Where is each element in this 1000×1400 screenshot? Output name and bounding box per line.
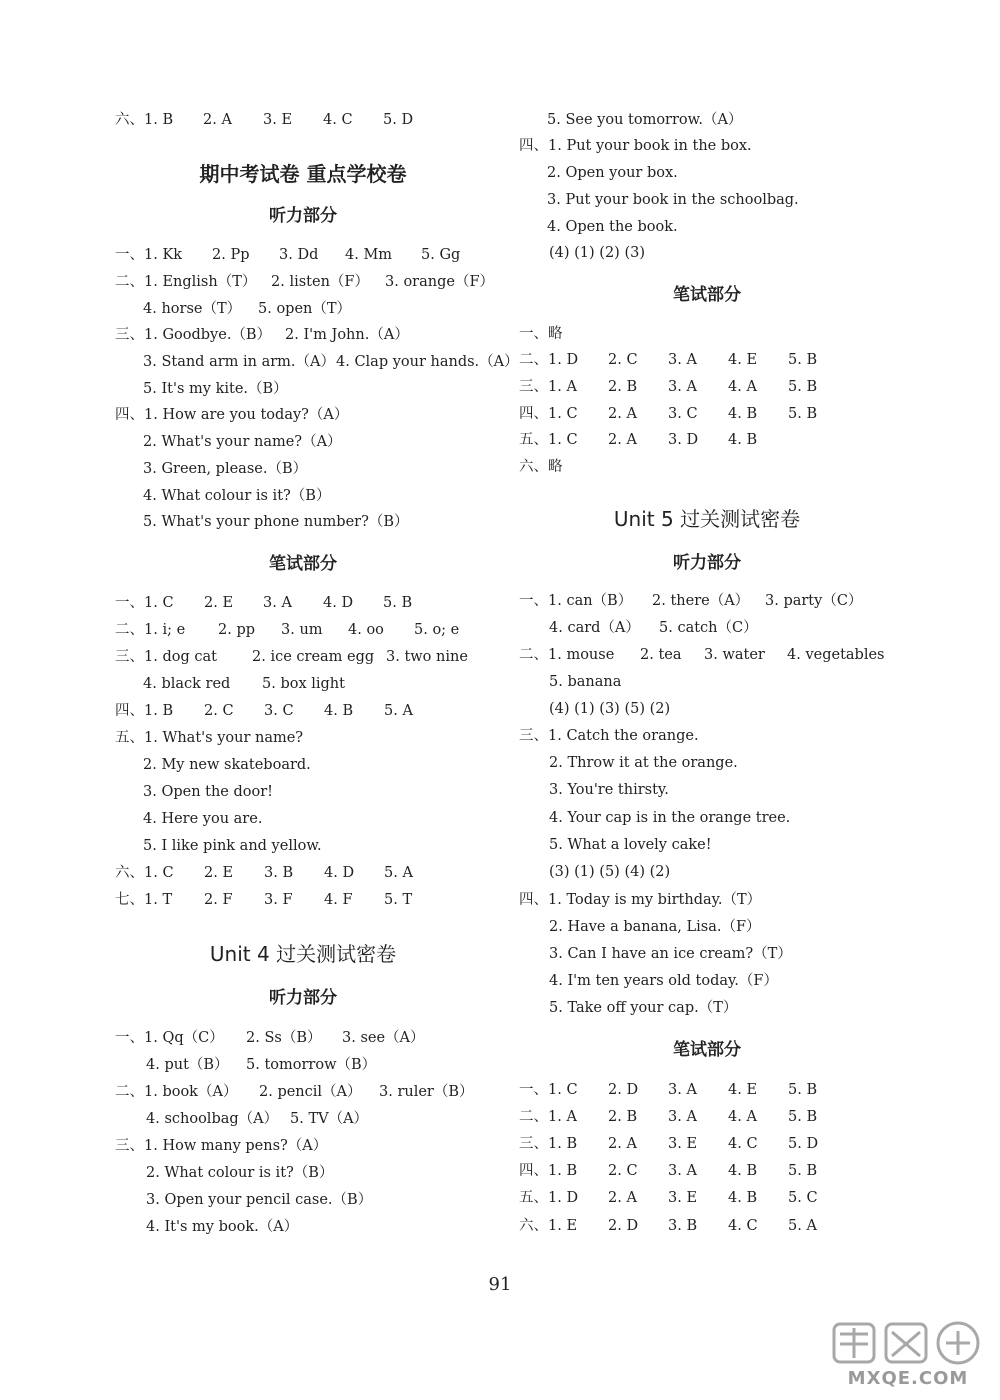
answer-item: 2. listen（F） [271, 274, 369, 290]
answer-item: 3. D [668, 432, 699, 448]
answer-item: 2. What colour is it?（B） [146, 1165, 334, 1181]
answer-item: (3) (1) (5) (4) (2) [549, 864, 671, 880]
answer-item: 2. tea [640, 647, 682, 663]
answer-item: 2. I'm John.（A） [285, 327, 409, 343]
answer-item: 4. E [728, 352, 758, 368]
answer-item: 5. See you tomorrow.（A） [547, 112, 743, 128]
answer-item: 2. pencil（A） [259, 1084, 362, 1100]
answer-item: 4. Clap your hands.（A） [336, 354, 519, 370]
answer-item: 5. T [384, 892, 413, 908]
answer-item: 3. C [668, 406, 698, 422]
answer-item: 2. C [608, 352, 638, 368]
answer-item: 五、1. D [519, 1190, 579, 1206]
answer-item: 4. Here you are. [143, 811, 263, 827]
answer-item: 5. D [788, 1136, 819, 1152]
answer-item: 3. F [264, 892, 293, 908]
page-number: 91 [488, 1274, 512, 1295]
answer-item: 3. Put your book in the schoolbag. [547, 192, 799, 208]
paper-title: Unit 4 过关测试密卷 [209, 942, 397, 966]
answer-item: 4. schoolbag（A） [146, 1111, 279, 1127]
answer-item: 2. A [608, 1136, 637, 1152]
answer-item: 4. A [728, 1109, 757, 1125]
answer-item: 3. A [668, 379, 697, 395]
answer-item: 4. B [728, 406, 758, 422]
watermark-site: MXQE.COM [847, 1368, 969, 1389]
answer-item: 3. A [668, 1109, 697, 1125]
answer-item: 5. open（T） [258, 301, 352, 317]
section-heading: 听力部分 [269, 206, 337, 226]
answer-item: 四、1. B [115, 703, 174, 719]
answer-item: 3. A [668, 1163, 697, 1179]
answer-item: 4. B [728, 1190, 758, 1206]
answer-item: 4. I'm ten years old today.（F） [549, 973, 778, 989]
answer-item: 5. banana [549, 674, 622, 690]
answer-item: 4. black red [143, 676, 231, 692]
answer-item: 5. B [788, 1109, 818, 1125]
answer-item: 4. What colour is it?（B） [143, 488, 331, 504]
section-heading: 听力部分 [673, 553, 741, 573]
answer-item: 5. A [384, 865, 413, 881]
answer-item: 5. box light [262, 676, 345, 692]
answer-item: 一、1. C [115, 595, 174, 611]
answer-item: 一、1. can（B） [519, 593, 633, 609]
section-heading: 笔试部分 [673, 285, 741, 305]
answer-item: 3. um [281, 622, 323, 638]
answer-item: 4. horse（T） [143, 301, 242, 317]
answer-item: 5. B [788, 406, 818, 422]
answer-item: 三、1. Goodbye.（B） [115, 327, 272, 343]
answer-item: 5. What a lovely cake! [549, 837, 712, 853]
answer-item: 4. oo [348, 622, 384, 638]
answer-item: 5. tomorrow（B） [246, 1057, 377, 1073]
answer-item: 4. D [324, 865, 355, 881]
answer-item: 2. Throw it at the orange. [549, 755, 738, 771]
answer-item: 4. put（B） [146, 1057, 229, 1073]
answer-item: 七、1. T [115, 892, 173, 908]
answer-item: 四、1. Put your book in the box. [519, 138, 752, 154]
answer-item: 4. C [728, 1136, 758, 1152]
answer-item: 3. You're thirsty. [549, 782, 669, 798]
answer-item: 三、1. Catch the orange. [519, 728, 699, 744]
answer-item: 四、1. How are you today?（A） [115, 407, 349, 423]
section-heading: 听力部分 [269, 988, 337, 1008]
answer-item: 5. A [788, 1218, 817, 1234]
answer-item: 3. E [668, 1190, 698, 1206]
answer-item: 5. B [788, 352, 818, 368]
answer-item: 二、1. i; e [115, 622, 186, 638]
answer-item: 2. A [203, 112, 232, 128]
section-heading: 笔试部分 [269, 554, 337, 574]
answer-item: 3. B [668, 1218, 698, 1234]
answer-item: 3. two nine [386, 649, 468, 665]
paper-title: Unit 5 过关测试密卷 [613, 507, 801, 531]
answer-item: 4. B [728, 432, 758, 448]
answer-item: 2. A [608, 406, 637, 422]
answer-item: 4. A [728, 379, 757, 395]
answer-item: 2. ice cream egg [252, 649, 375, 665]
answer-item: 2. E [204, 865, 234, 881]
answer-item: 5. B [788, 1082, 818, 1098]
answer-item: 3. ruler（B） [379, 1084, 474, 1100]
answer-item: 3. Dd [279, 247, 319, 263]
answer-item: 二、1. book（A） [115, 1084, 238, 1100]
answer-item: 3. Can I have an ice cream?（T） [549, 946, 792, 962]
answer-item: 2. B [608, 379, 638, 395]
answer-item: 5. C [788, 1190, 818, 1206]
answer-item: 四、1. B [519, 1163, 578, 1179]
answer-item: 六、1. C [115, 865, 174, 881]
answer-item: 5. It's my kite.（B） [143, 381, 288, 397]
answer-item: 六、略 [519, 459, 563, 475]
answer-item: 2. there（A） [652, 593, 750, 609]
answer-item: 5. D [383, 112, 414, 128]
answer-item: 二、1. English（T） [115, 274, 257, 290]
answer-item: 5. B [788, 379, 818, 395]
answer-item: 3. C [264, 703, 294, 719]
answer-item: 5. TV（A） [290, 1111, 369, 1127]
answer-item: 二、1. A [519, 1109, 577, 1125]
answer-item: 2. B [608, 1109, 638, 1125]
answer-item: 3. water [704, 647, 765, 663]
watermark-logo [826, 1318, 990, 1392]
answer-item: 5. Take off your cap.（T） [549, 1000, 738, 1016]
answer-item: 5. What's your phone number?（B） [143, 514, 409, 530]
answer-item: 三、1. A [519, 379, 577, 395]
answer-item: 五、1. C [519, 432, 578, 448]
paper-title: 期中考试卷 重点学校卷 [199, 162, 407, 186]
answer-item: 5. catch（C） [659, 620, 758, 636]
answer-item: 3. A [263, 595, 292, 611]
answer-item: 2. D [608, 1082, 639, 1098]
answer-item: 5. o; e [414, 622, 460, 638]
answer-item: 3. Open your pencil case.（B） [146, 1192, 373, 1208]
answer-item: 5. I like pink and yellow. [143, 838, 322, 854]
answer-item: 3. see（A） [342, 1030, 425, 1046]
answer-item: 4. vegetables [787, 647, 885, 663]
answer-item: 2. E [204, 595, 234, 611]
answer-item: 2. A [608, 432, 637, 448]
answer-item: 2. My new skateboard. [143, 757, 311, 773]
answer-item: 2. A [608, 1190, 637, 1206]
answer-item: 2. Open your box. [547, 165, 678, 181]
answer-item: 2. C [204, 703, 234, 719]
answer-item: 2. What's your name?（A） [143, 434, 342, 450]
answer-item: 一、1. C [519, 1082, 578, 1098]
answer-item: 一、1. Kk [115, 247, 183, 263]
answer-item: 3. Stand arm in arm.（A） [143, 354, 336, 370]
answer-item: 3. B [264, 865, 294, 881]
answer-item: 2. C [608, 1163, 638, 1179]
answer-item: 5. B [383, 595, 413, 611]
answer-item: 二、1. D [519, 352, 579, 368]
answer-item: 三、1. dog cat [115, 649, 217, 665]
answer-item: 2. Pp [212, 247, 250, 263]
answer-item: 三、1. B [519, 1136, 578, 1152]
answer-item: 3. A [668, 1082, 697, 1098]
answer-item: 2. D [608, 1218, 639, 1234]
answer-item: 3. A [668, 352, 697, 368]
answer-item: 三、1. How many pens?（A） [115, 1138, 328, 1154]
answer-item: 六、1. B [115, 112, 174, 128]
answer-item: (4) (1) (2) (3) [549, 245, 645, 261]
answer-item: 四、1. Today is my birthday.（T） [519, 892, 762, 908]
answer-item: 2. F [204, 892, 233, 908]
answer-item: 3. party（C） [765, 593, 863, 609]
answer-item: 一、1. Qq（C） [115, 1030, 224, 1046]
answer-seal-icon [826, 1318, 990, 1368]
answer-item: 2. Have a banana, Lisa.（F） [549, 919, 761, 935]
answer-item: (4) (1) (3) (5) (2) [549, 701, 671, 717]
answer-item: 5. B [788, 1163, 818, 1179]
answer-item: 4. B [728, 1163, 758, 1179]
answer-item: 3. E [263, 112, 293, 128]
answer-item: 一、略 [519, 326, 563, 342]
answer-item: 5. Gg [421, 247, 461, 263]
answer-item: 2. Ss（B） [246, 1030, 322, 1046]
answer-item: 4. Your cap is in the orange tree. [549, 810, 791, 826]
answer-item: 4. C [323, 112, 353, 128]
answer-item: 二、1. mouse [519, 647, 615, 663]
answer-item: 3. Green, please.（B） [143, 461, 308, 477]
answer-item: 3. E [668, 1136, 698, 1152]
answer-item: 4. C [728, 1218, 758, 1234]
answer-item: 4. F [324, 892, 353, 908]
answer-item: 5. A [384, 703, 413, 719]
answer-item: 4. Open the book. [547, 219, 678, 235]
answer-item: 4. Mm [345, 247, 393, 263]
answer-item: 3. orange（F） [385, 274, 495, 290]
answer-item: 五、1. What's your name? [115, 730, 304, 746]
answer-item: 4. B [324, 703, 354, 719]
answer-item: 四、1. C [519, 406, 578, 422]
answer-item: 4. D [323, 595, 354, 611]
answer-item: 4. card（A） [549, 620, 640, 636]
answer-item: 六、1. E [519, 1218, 578, 1234]
answer-item: 4. E [728, 1082, 758, 1098]
section-heading: 笔试部分 [673, 1040, 741, 1060]
answer-item: 3. Open the door! [143, 784, 273, 800]
answer-item: 4. It's my book.（A） [146, 1219, 299, 1235]
answer-item: 2. pp [218, 622, 256, 638]
